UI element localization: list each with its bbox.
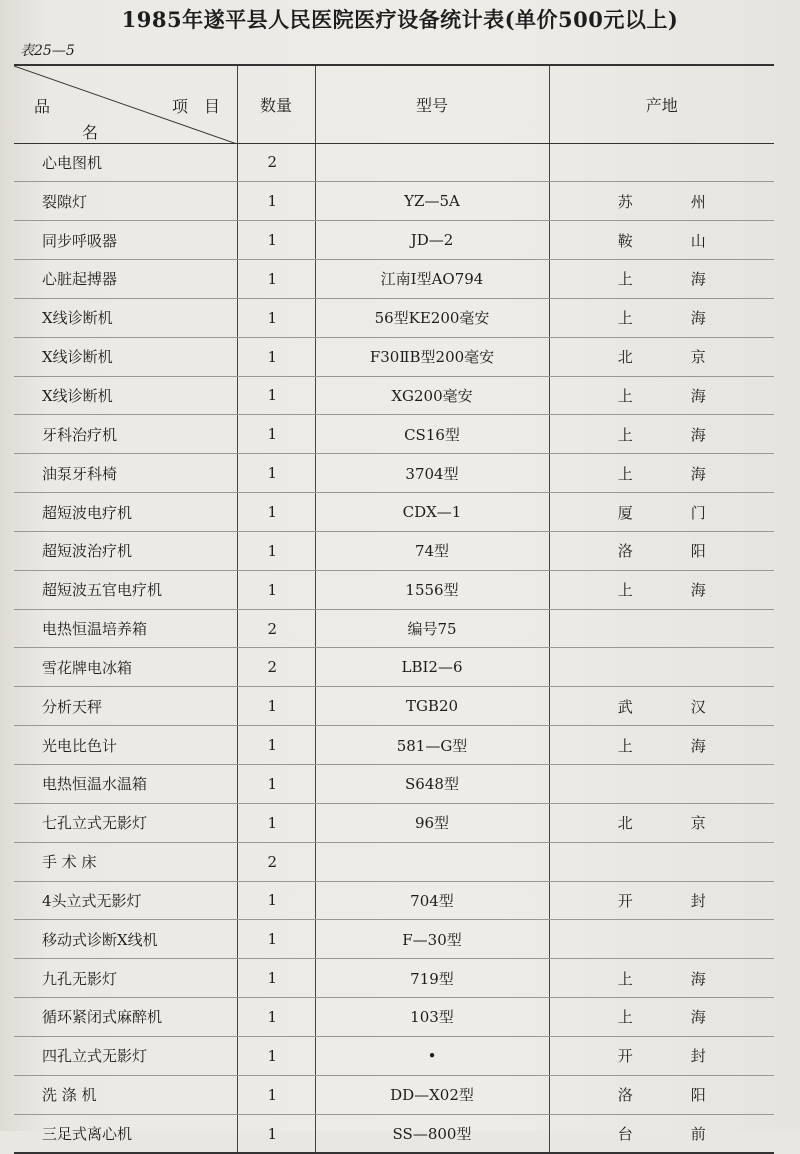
quantity-cell: 1 (237, 998, 315, 1037)
quantity-cell: 1 (237, 1114, 315, 1153)
table-row (14, 998, 774, 1037)
place-cell: 上海 (549, 959, 774, 998)
quantity-cell: 1 (237, 182, 315, 221)
equipment-name-cell: 心脏起搏器 (14, 260, 237, 299)
place-cell: 上海 (549, 726, 774, 765)
equipment-name-cell: 牙科治疗机 (14, 415, 237, 454)
table-row (14, 260, 774, 299)
equipment-name-cell: X线诊断机 (14, 337, 237, 376)
quantity-cell: 1 (237, 454, 315, 493)
header-item-label: 项 目 (172, 97, 221, 116)
model-cell: • (315, 1036, 549, 1075)
place-cell: 上海 (549, 998, 774, 1037)
model-cell: LBI2—6 (315, 648, 549, 687)
header-ming-label: 名 (82, 123, 99, 142)
place-cell: 鞍山 (549, 221, 774, 260)
equipment-name-cell: 四孔立式无影灯 (14, 1036, 237, 1075)
quantity-cell: 1 (237, 337, 315, 376)
quantity-cell: 1 (237, 726, 315, 765)
table-row (14, 1036, 774, 1075)
quantity-cell: 1 (237, 570, 315, 609)
quantity-cell: 1 (237, 493, 315, 532)
table-body (14, 143, 774, 1153)
place-cell: 开封 (549, 1036, 774, 1075)
equipment-name-cell: 分析天秤 (14, 687, 237, 726)
equipment-name-cell: 裂隙灯 (14, 182, 237, 221)
model-cell: 编号75 (315, 609, 549, 648)
equipment-name-cell: 4头立式无影灯 (14, 881, 237, 920)
quantity-cell: 1 (237, 415, 315, 454)
equipment-name-cell: 同步呼吸器 (14, 221, 237, 260)
quantity-cell: 1 (237, 298, 315, 337)
place-cell (549, 143, 774, 182)
table-row (14, 803, 774, 842)
equipment-name-cell: 超短波电疗机 (14, 493, 237, 532)
table-row (14, 609, 774, 648)
table-row (14, 415, 774, 454)
quantity-cell: 1 (237, 881, 315, 920)
place-cell: 北京 (549, 337, 774, 376)
place-cell: 苏州 (549, 182, 774, 221)
quantity-cell: 1 (237, 1036, 315, 1075)
place-cell: 北京 (549, 803, 774, 842)
model-cell: 3704型 (315, 454, 549, 493)
header-place: 产地 (549, 65, 774, 143)
equipment-name-cell: 移动式诊断X线机 (14, 920, 237, 959)
table-row (14, 376, 774, 415)
model-cell: 74型 (315, 531, 549, 570)
equipment-name-cell: 光电比色计 (14, 726, 237, 765)
model-cell: F—30型 (315, 920, 549, 959)
header-model: 型号 (315, 65, 549, 143)
quantity-cell: 1 (237, 531, 315, 570)
equipment-name-cell: 电热恒温水温箱 (14, 765, 237, 804)
place-cell: 上海 (549, 454, 774, 493)
table-row (14, 570, 774, 609)
header-quantity: 数量 (237, 65, 315, 143)
model-cell (315, 842, 549, 881)
place-cell: 上海 (549, 415, 774, 454)
place-cell (549, 920, 774, 959)
table-row (14, 454, 774, 493)
equipment-table (14, 64, 774, 1154)
equipment-name-cell: 油泵牙科椅 (14, 454, 237, 493)
quantity-cell: 1 (237, 376, 315, 415)
table-header-row (14, 65, 774, 143)
quantity-cell: 1 (237, 803, 315, 842)
table-row (14, 1114, 774, 1153)
quantity-cell: 1 (237, 1075, 315, 1114)
model-cell: 96型 (315, 803, 549, 842)
quantity-cell: 2 (237, 648, 315, 687)
table-row (14, 959, 774, 998)
quantity-cell: 2 (237, 143, 315, 182)
place-cell (549, 609, 774, 648)
table-row (14, 1075, 774, 1114)
model-cell: 704型 (315, 881, 549, 920)
model-cell: TGB20 (315, 687, 549, 726)
place-cell: 开封 (549, 881, 774, 920)
model-cell: 56型KE200毫安 (315, 298, 549, 337)
table-row (14, 182, 774, 221)
model-cell: DD—X02型 (315, 1075, 549, 1114)
equipment-name-cell: 超短波五官电疗机 (14, 570, 237, 609)
model-cell: CS16型 (315, 415, 549, 454)
place-cell (549, 648, 774, 687)
quantity-cell: 1 (237, 221, 315, 260)
equipment-name-cell: 七孔立式无影灯 (14, 803, 237, 842)
table-number: 表25—5 (20, 43, 75, 59)
equipment-name-cell: 洗 涤 机 (14, 1075, 237, 1114)
table-row (14, 842, 774, 881)
model-cell: F30ⅡB型200毫安 (315, 337, 549, 376)
model-cell: YZ—5A (315, 182, 549, 221)
model-cell: JD—2 (315, 221, 549, 260)
place-cell: 上海 (549, 376, 774, 415)
equipment-name-cell: 九孔无影灯 (14, 959, 237, 998)
place-cell: 上海 (549, 298, 774, 337)
table-row (14, 687, 774, 726)
model-cell: XG200毫安 (315, 376, 549, 415)
place-cell: 上海 (549, 570, 774, 609)
model-cell: CDX—1 (315, 493, 549, 532)
equipment-name-cell: X线诊断机 (14, 298, 237, 337)
table-row (14, 531, 774, 570)
place-cell: 洛阳 (549, 1075, 774, 1114)
quantity-cell: 2 (237, 842, 315, 881)
equipment-name-cell: 手 术 床 (14, 842, 237, 881)
table-row (14, 648, 774, 687)
equipment-name-cell: 电热恒温培养箱 (14, 609, 237, 648)
model-cell: 719型 (315, 959, 549, 998)
model-cell: S648型 (315, 765, 549, 804)
table-row (14, 143, 774, 182)
table-row (14, 298, 774, 337)
table-row (14, 221, 774, 260)
place-cell: 洛阳 (549, 531, 774, 570)
model-cell: SS—800型 (315, 1114, 549, 1153)
quantity-cell: 2 (237, 609, 315, 648)
place-cell: 武汉 (549, 687, 774, 726)
equipment-name-cell: 心电图机 (14, 143, 237, 182)
place-cell: 上海 (549, 260, 774, 299)
model-cell (315, 143, 549, 182)
model-cell: 103型 (315, 998, 549, 1037)
quantity-cell: 1 (237, 765, 315, 804)
model-cell: 江南Ⅰ型AO794 (315, 260, 549, 299)
equipment-name-cell: X线诊断机 (14, 376, 237, 415)
equipment-name-cell: 循环紧闭式麻醉机 (14, 998, 237, 1037)
table-row (14, 726, 774, 765)
table-row (14, 493, 774, 532)
quantity-cell: 1 (237, 959, 315, 998)
place-cell: 台前 (549, 1114, 774, 1153)
table-row (14, 337, 774, 376)
quantity-cell: 1 (237, 920, 315, 959)
place-cell (549, 765, 774, 804)
place-cell (549, 842, 774, 881)
model-cell: 1556型 (315, 570, 549, 609)
table-title: 1985年遂平县人民医院医疗设备统计表(单价500元以上) (121, 7, 679, 32)
header-pin-label: 品 (34, 97, 51, 116)
equipment-name-cell: 超短波治疗机 (14, 531, 237, 570)
equipment-name-cell: 三足式离心机 (14, 1114, 237, 1153)
header-item-name-cell (14, 65, 237, 143)
place-cell: 厦门 (549, 493, 774, 532)
table-row (14, 881, 774, 920)
quantity-cell: 1 (237, 260, 315, 299)
table-row (14, 765, 774, 804)
quantity-cell: 1 (237, 687, 315, 726)
model-cell: 581—G型 (315, 726, 549, 765)
table-row (14, 920, 774, 959)
equipment-name-cell: 雪花牌电冰箱 (14, 648, 237, 687)
